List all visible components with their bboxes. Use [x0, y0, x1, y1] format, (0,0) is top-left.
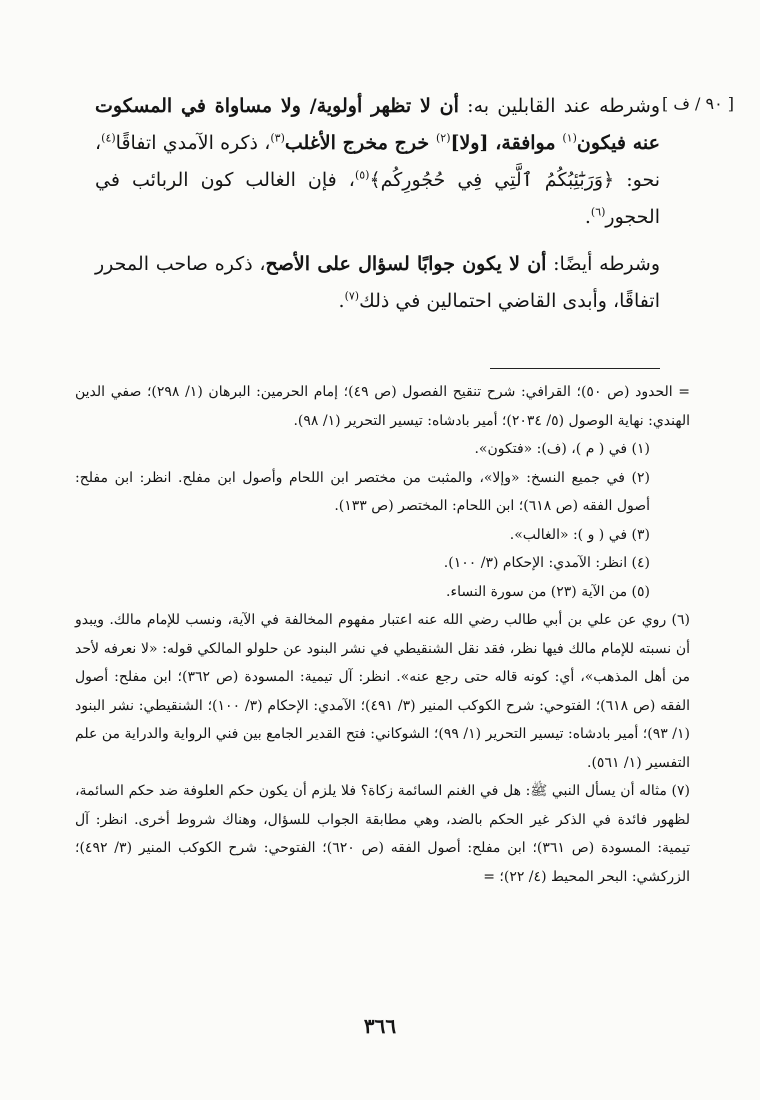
page-number: ٣٦٦ [363, 1014, 397, 1038]
text-run: . [338, 290, 345, 312]
main-paragraph-1 [95, 88, 660, 236]
footnote-ref-2[interactable]: (٢) [435, 131, 451, 145]
main-paragraph-2 [95, 246, 660, 320]
margin-page-marker: [ ٩٠ / ف ] [662, 94, 734, 113]
text-run: ، ذكره الآمدي اتفاقًا [115, 132, 271, 154]
text-run: وشرطه عند القابلين به: [458, 95, 660, 117]
footnote-5: (٥) من الآية (٢٣) من سورة النساء. [446, 583, 650, 600]
bold-text: خرج مخرج الأغلب [284, 132, 436, 154]
main-text [95, 88, 660, 330]
bold-condition: أن لا تظهر أولوية/ ولا مساواة في المسكوت عنه فيكون [95, 95, 661, 154]
footnote-2: (٢) في جميع النسخ: «وإلا»، والمثبت من مختصر ابن اللحام وأصول ابن مفلح. انظر: ابن مفلح: أصول الفقه (ص ٦١٨)؛ ابن اللحام: المختصر (ص ١٣٣). [75, 469, 650, 514]
footnote-1: (١) في ( م )، (ف): «فتكون». [474, 441, 650, 457]
footnote-6: (٦) روي عن علي بن أبي طالب رضي الله عنه اعتبار مفهوم المخالفة في الآية، ونسب للإمام مالك. ويبدو أن نسبته للإمام مالك فيها نظر، فقد نقل الشنقيطي في نشر البنود عن حلولو المالكي قوله: «لا نعرفه لأحد من أهل المذهب»، أي: كونه قاله حتى رجع عنه». انظر: آل تيمية: المسودة (ص ٣٦٢)؛ ابن مفلح: أصول الفقه (ص ٦١٨)؛ الفتوحي: شرح الكوكب المنير (٣/ ٤٩١)؛ الآمدي: الإحكام (٣/ ١٠٠)؛ الشنقيطي: نشر البنود (١/ ٩٣)؛ أمير بادشاه: تيسير التحرير (١/ ٩٩)؛ الشوكاني: فتح القدير الجامع بين فني الرواية والدراية من علم التفسير (١/ ٥٦١). [75, 612, 691, 771]
quran-verse: ، نحو: ﴿وَرَبَٰٓئِبُكُمُ ٱلَّتِي فِي حُجُورِكُم﴾ [95, 132, 660, 191]
footnote-ref-7[interactable]: (٧) [344, 289, 360, 303]
footnote-ref-4[interactable]: (٤) [101, 131, 116, 145]
text-run: . [584, 206, 591, 228]
footnote-4: (٤) انظر: الآمدي: الإحكام (٣/ ١٠٠). [443, 555, 650, 571]
text-run: ، فإن الغالب كون الربائب في الحجور [95, 169, 660, 228]
footnote-ref-1[interactable]: (١) [562, 131, 577, 145]
text-run: وشرطه أيضًا: [546, 253, 660, 275]
text-run: ، ذكره صاحب المحرر اتفاقًا، وأبدى القاضي احتمالين في ذلك [95, 253, 660, 312]
footnote-ref-5[interactable]: (٥) [354, 168, 370, 182]
footnote-separator [490, 368, 660, 369]
footnotes [75, 378, 690, 891]
bold-text: موافقة، [ولا] [450, 132, 563, 154]
footnote-ref-3[interactable]: (٣) [270, 131, 285, 145]
footnote-3: (٣) في ( و ): «الغالب». [509, 526, 650, 543]
bold-condition: أن لا يكون جوابًا لسؤال على الأصح [265, 253, 547, 275]
footnote-7: (٧) مثاله أن يسأل النبي ﷺ: هل في الغنم السائمة زكاة؟ فلا يلزم أن يكون حكم العلوفة ضد حكم السائمة، لظهور فائدة في الذكر غير الحكم بالضد، وهي مطابقة الجواب للسؤال، وهناك شروط أخرى. انظر: آل تيمية: المسودة (ص ٣٦١)؛ ابن مفلح: أصول الفقه (ص ٦٢٠)؛ الفتوحي: شرح الكوكب المنير (٣/ ٤٩٢)؛ الزركشي: البحر المحيط (٤/ ٢٢)؛ = [75, 783, 690, 885]
footnote-ref-6[interactable]: (٦) [590, 205, 606, 219]
footnote-continuation: = الحدود (ص ٥٠)؛ القرافي: شرح تنقيح الفصول (ص ٤٩)؛ إمام الحرمين: البرهان (١/ ٢٩٨)؛ صفي الدين الهندي: نهاية الوصول (٥/ ٢٠٣٤)؛ أمير بادشاه: تيسير التحرير (١/ ٩٨). [75, 384, 691, 429]
